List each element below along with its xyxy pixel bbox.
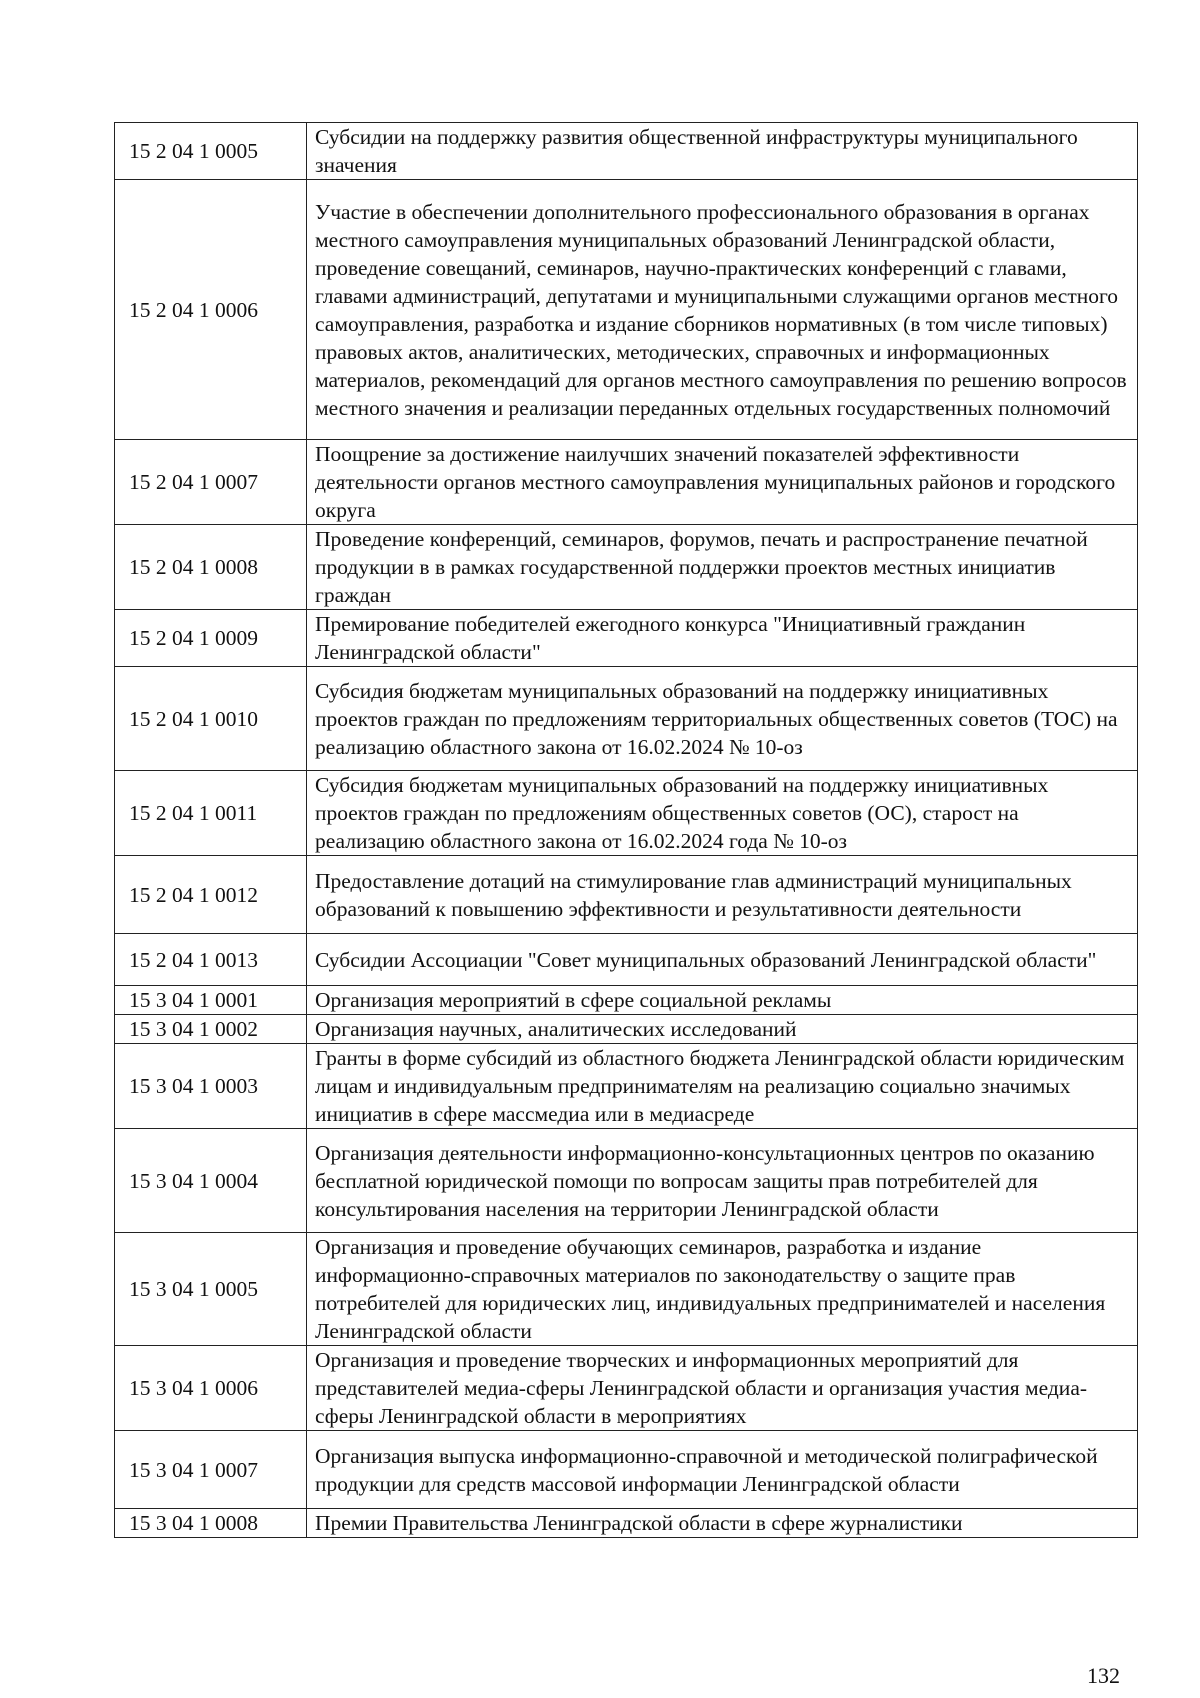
row-code: 15 2 04 1 0010 [115, 667, 307, 771]
row-code: 15 3 04 1 0008 [115, 1509, 307, 1538]
row-code: 15 3 04 1 0002 [115, 1015, 307, 1044]
row-description: Субсидия бюджетам муниципальных образований на поддержку инициативных проектов граждан по предложениям территориальных общественных советов (ТОС) на реализацию областного закона от 16.02.2024 № 10-оз [307, 667, 1138, 771]
row-code: 15 3 04 1 0001 [115, 986, 307, 1015]
row-description: Субсидии на поддержку развития общественной инфраструктуры муниципального значения [307, 123, 1138, 180]
row-description: Организация деятельности информационно-консультационных центров по оказанию бесплатной юридической помощи по вопросам защиты прав потребителей для консультирования населения на территории Ленинградской области [307, 1129, 1138, 1233]
table-row [115, 525, 1138, 610]
row-code: 15 2 04 1 0007 [115, 440, 307, 525]
table-row [115, 1346, 1138, 1431]
row-code: 15 3 04 1 0007 [115, 1431, 307, 1509]
row-description: Организация мероприятий в сфере социальной рекламы [307, 986, 1138, 1015]
table-row [115, 856, 1138, 934]
row-code: 15 2 04 1 0005 [115, 123, 307, 180]
row-code: 15 2 04 1 0008 [115, 525, 307, 610]
row-description: Поощрение за достижение наилучших значений показателей эффективности деятельности органов местного самоуправления муниципальных районов и городского округа [307, 440, 1138, 525]
row-description: Гранты в форме субсидий из областного бюджета Ленинградской области юридическим лицам и индивидуальным предпринимателям на реализацию социально значимых инициатив в сфере массмедиа или в медиасреде [307, 1044, 1138, 1129]
row-description: Проведение конференций, семинаров, форумов, печать и распространение печатной продукции в в рамках государственной поддержки проектов местных инициатив граждан [307, 525, 1138, 610]
table-body [115, 123, 1138, 1538]
row-code: 15 2 04 1 0011 [115, 771, 307, 856]
row-description: Премии Правительства Ленинградской области в сфере журналистики [307, 1509, 1138, 1538]
table-row [115, 986, 1138, 1015]
table-row [115, 1044, 1138, 1129]
table-row [115, 440, 1138, 525]
table-row [115, 123, 1138, 180]
row-code: 15 3 04 1 0005 [115, 1233, 307, 1346]
row-description: Субсидии Ассоциации "Совет муниципальных образований Ленинградской области" [307, 934, 1138, 986]
table-row [115, 1129, 1138, 1233]
row-description: Организация выпуска информационно-справочной и методической полиграфической продукции для средств массовой информации Ленинградской области [307, 1431, 1138, 1509]
row-description: Организация и проведение творческих и информационных мероприятий для представителей медиа-сферы Ленинградской области и организация участия медиа-сферы Ленинградской области в мероприятиях [307, 1346, 1138, 1431]
row-description: Организация научных, аналитических исследований [307, 1015, 1138, 1044]
budget-code-table [114, 122, 1138, 1538]
table-row [115, 1233, 1138, 1346]
table-row [115, 1431, 1138, 1509]
table-row [115, 1015, 1138, 1044]
row-code: 15 2 04 1 0012 [115, 856, 307, 934]
table-row [115, 610, 1138, 667]
row-description: Организация и проведение обучающих семинаров, разработка и издание информационно-справочных материалов по законодательству о защите прав потребителей для юридических лиц, индивидуальных предпринимателей и населения Ленинградской области [307, 1233, 1138, 1346]
table-row [115, 180, 1138, 440]
page-number: 132 [1087, 1663, 1120, 1688]
row-code: 15 2 04 1 0013 [115, 934, 307, 986]
row-code: 15 3 04 1 0006 [115, 1346, 307, 1431]
table-row [115, 771, 1138, 856]
row-code: 15 3 04 1 0004 [115, 1129, 307, 1233]
row-description: Субсидия бюджетам муниципальных образований на поддержку инициативных проектов граждан по предложениям общественных советов (ОС), старост на реализацию областного закона от 16.02.2024 года № 10-оз [307, 771, 1138, 856]
row-code: 15 2 04 1 0009 [115, 610, 307, 667]
row-code: 15 2 04 1 0006 [115, 180, 307, 440]
row-code: 15 3 04 1 0003 [115, 1044, 307, 1129]
table-row [115, 1509, 1138, 1538]
row-description: Премирование победителей ежегодного конкурса "Инициативный гражданин Ленинградской области" [307, 610, 1138, 667]
row-description: Участие в обеспечении дополнительного профессионального образования в органах местного самоуправления муниципальных образований Ленинградской области, проведение совещаний, семинаров, научно-практических конференций с главами, главами администраций, депутатами и муниципальными служащими органов местного самоуправления, разработка и издание сборников нормативных (в том числе типовых) правовых актов, аналитических, методических, справочных и информационных материалов, рекомендаций для органов местного самоуправления по решению вопросов местного значения и реализации переданных отдельных государственных полномочий [307, 180, 1138, 440]
row-description: Предоставление дотаций на стимулирование глав администраций муниципальных образований к повышению эффективности и результативности деятельности [307, 856, 1138, 934]
table-row [115, 934, 1138, 986]
table-row [115, 667, 1138, 771]
